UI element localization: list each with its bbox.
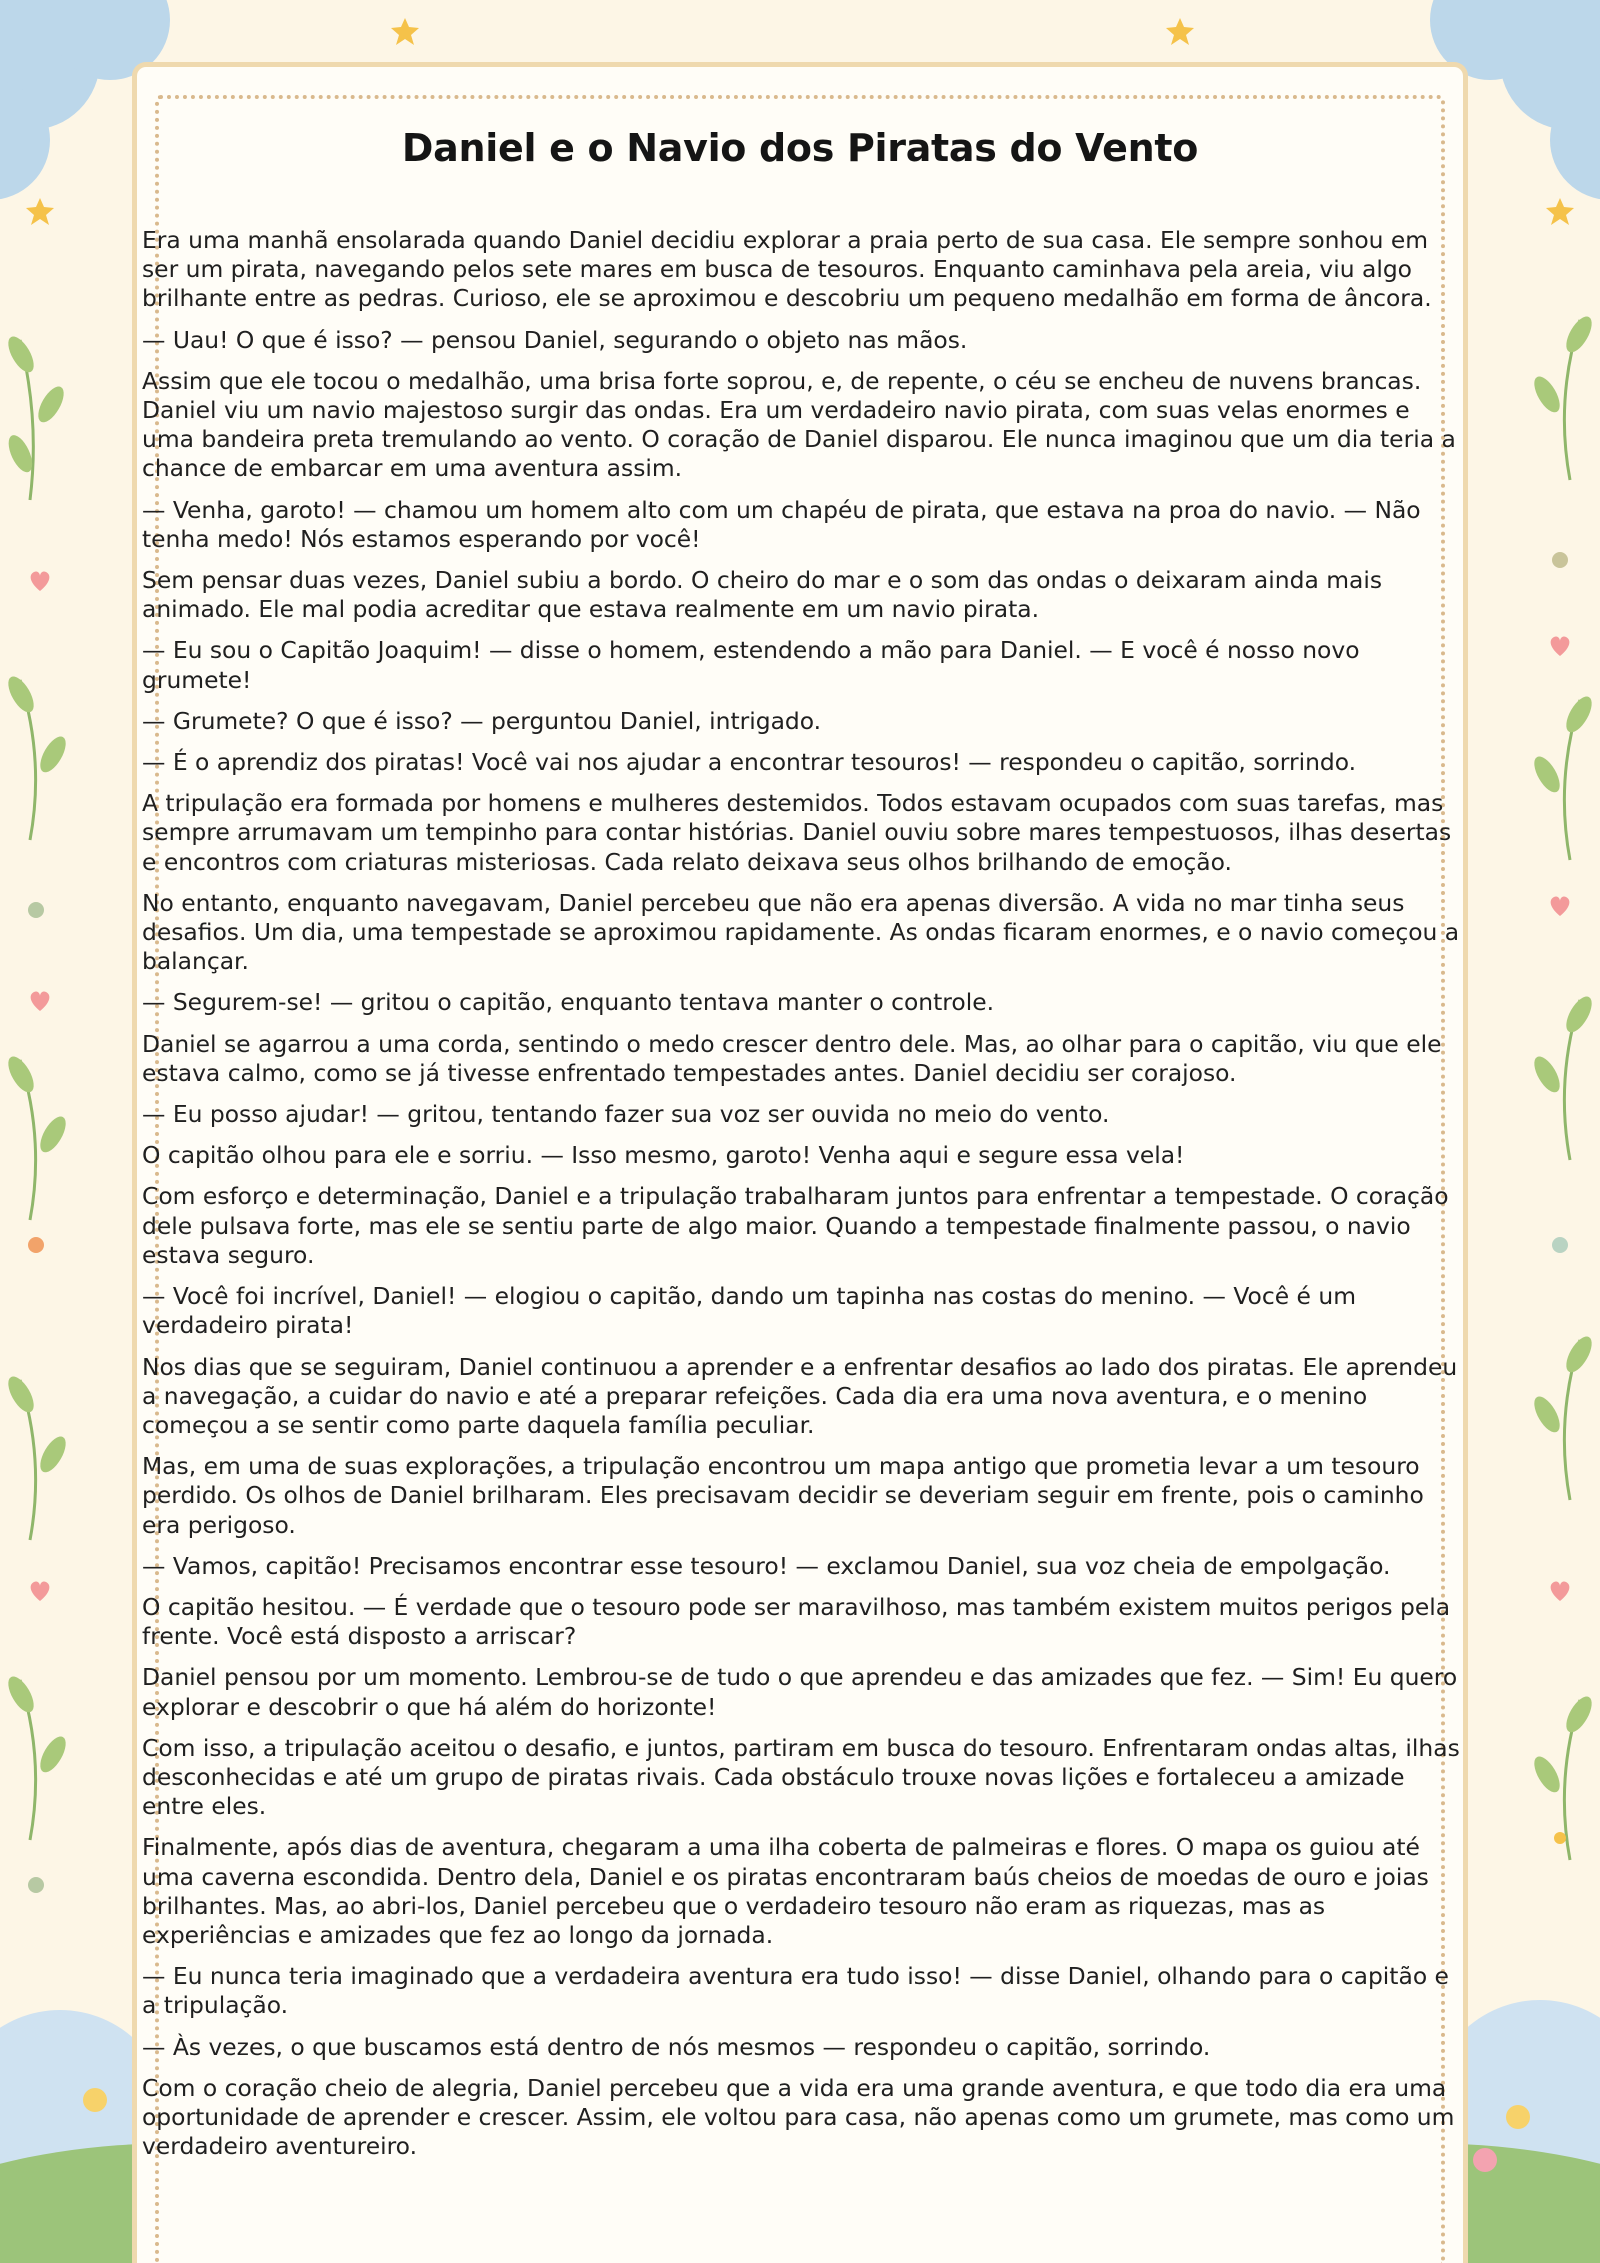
story-title: Daniel e o Navio dos Piratas do Vento xyxy=(401,126,1199,170)
story-paragraph: — Venha, garoto! — chamou um homem alto com um chapéu de pirata, que estava na proa do navio. — Não tenha medo! Nós estamos esperando por você! xyxy=(142,495,1421,553)
story-paragraph: Daniel pensou por um momento. Lembrou-se de tudo o que aprendeu e das amizades que fez. — Sim! Eu quero explorar e descobrir o que há além do horizonte! xyxy=(142,1663,1458,1721)
story-paragraph: Com o coração cheio de alegria, Daniel percebeu que a vida era uma grande aventura, e que todo dia era uma oportunidade de aprender e crescer. Assim, ele voltou para casa, não apenas como um grumete, mas como um verdadeiro aventureiro. xyxy=(142,2073,1455,2161)
story-paragraph: No entanto, enquanto navegavam, Daniel percebeu que não era apenas diversão. A vida no mar tinha seus desafios. Um dia, uma tempestade se aproximou rapidamente. As ondas ficaram enormes, e o navio começou a balançar. xyxy=(142,888,1460,976)
story-paragraph: Daniel se agarrou a uma corda, sentindo o medo crescer dentro dele. Mas, ao olhar para o capitão, viu que ele estava calmo, como se já tivesse enfrentado tempestades antes. Daniel decidiu ser corajoso. xyxy=(142,1029,1442,1087)
story-paragraph: — Segurem-se! — gritou o capitão, enquanto tentava manter o controle. xyxy=(142,988,995,1017)
story-paragraph: — Eu nunca teria imaginado que a verdadeira aventura era tudo isso! — disse Daniel, olhando para o capitão e a tripulação. xyxy=(142,1962,1449,2020)
story-paragraph: — É o aprendiz dos piratas! Você vai nos ajudar a encontrar tesouros! — respondeu o capitão, sorrindo. xyxy=(142,748,1357,777)
story-paragraph: — Eu posso ajudar! — gritou, tentando fazer sua voz ser ouvida no meio do vento. xyxy=(142,1100,1110,1129)
left-leaves xyxy=(3,333,71,1777)
story-paragraph: Mas, em uma de suas explorações, a tripulação encontrou um mapa antigo que prometia levar a um tesouro perdido. Os olhos de Daniel brilharam. Eles precisavam decidir se deveriam seguir em frente, pois o caminho era perigoso. xyxy=(142,1452,1424,1539)
story-paragraph: A tripulação era formada por homens e mulheres destemidos. Todos estavam ocupados com suas tarefas, mas sempre arrumavam um tempinho para contar histórias. Daniel ouviu sobre mares tempestuosos, ilhas desertas e encontros com criaturas misteriosas. Cada relato deixava seus olhos brilhando de emoção. xyxy=(142,789,1452,876)
story-paragraph: — Às vezes, o que buscamos está dentro de nós mesmos — respondeu o capitão, sorrindo. xyxy=(142,2032,1211,2061)
story-paragraph: — Vamos, capitão! Precisamos encontrar esse tesouro! — exclamou Daniel, sua voz cheia de empolgação. xyxy=(142,1551,1391,1580)
story-paragraph: O capitão hesitou. — É verdade que o tesouro pode ser maravilhoso, mas também existem muitos perigos pela frente. Você está disposto a arriscar? xyxy=(142,1592,1451,1651)
right-leaves xyxy=(1529,313,1597,1797)
story-paragraph: Com esforço e determinação, Daniel e a tripulação trabalharam juntos para enfrentar a tempestade. O coração dele pulsava forte, mas ele se sentiu parte de algo maior. Quando a tempestade finalmente passou, o navio estava seguro. xyxy=(142,1182,1449,1269)
story-paragraph: O capitão olhou para ele e sorriu. — Isso mesmo, garoto! Venha aqui e segure essa vela! xyxy=(142,1141,1185,1170)
story-paragraph: Era uma manhã ensolarada quando Daniel decidiu explorar a praia perto de sua casa. Ele sempre sonhou em ser um pirata, navegando pelos sete mares em busca de tesouros. Enquanto caminhava pela areia, viu algo brilhante entre as pedras. Curioso, ele se aproximou e descobriu um pequeno medalhão em forma de âncora. xyxy=(142,226,1432,313)
story-paragraph: Sem pensar duas vezes, Daniel subiu a bordo. O cheiro do mar e o som das ondas o deixaram ainda mais animado. Ele mal podia acreditar que estava realmente em um navio pirata. xyxy=(142,566,1383,624)
story-paragraph: Nos dias que se seguiram, Daniel continuou a aprender e a enfrentar desafios ao lado dos piratas. Ele aprendeu a navegação, a cuidar do navio e até a preparar refeições. Cada dia era uma nova aventura, e o menino começou a se sentir como parte daquela família peculiar. xyxy=(142,1352,1458,1439)
story-paragraph: — Você foi incrível, Daniel! — elogiou o capitão, dando um tapinha nas costas do menino. — Você é um verdadeiro pirata! xyxy=(142,1282,1356,1340)
story-paragraph: Finalmente, após dias de aventura, chegaram a uma ilha coberta de palmeiras e flores. O mapa os guiou até uma caverna escondida. Dentro dela, Daniel e os piratas encontraram baús cheios de moedas de ouro e joias brilhantes. Mas, ao abri-los, Daniel percebeu que o verdadeiro tesouro não eram as riquezas, mas as experiências e amizades que fez ao longo da jornada. xyxy=(142,1833,1429,1949)
story-paragraph: — Eu sou o Capitão Joaquim! — disse o homem, estendendo a mão para Daniel. — E você é nosso novo grumete! xyxy=(142,636,1360,694)
right-vines xyxy=(1564,320,1580,1860)
story-paragraph: Com isso, a tripulação aceitou o desafio, e juntos, partiram em busca do tesouro. Enfrentaram ondas altas, ilhas desconhecidas e até um grupo de piratas rivais. Cada obstáculo trouxe novas lições e fortaleceu a amizade entre eles. xyxy=(142,1733,1460,1821)
story-paragraph: — Grumete? O que é isso? — perguntou Daniel, intrigado. xyxy=(142,706,822,735)
story-paragraph: Assim que ele tocou o medalhão, uma brisa forte soprou, e, de repente, o céu se encheu de nuvens brancas. Daniel viu um navio majestoso surgir das ondas. Era um verdadeiro navio pirata, com suas velas enormes e uma bandeira preta tremulando ao vento. O coração de Daniel disparou. Ele nunca imaginou que um dia teria a chance de embarcar em uma aventura assim. xyxy=(142,366,1456,483)
story-body xyxy=(142,226,1462,2173)
story-paragraph: — Uau! O que é isso? — pensou Daniel, segurando o objeto nas mãos. xyxy=(142,325,968,354)
